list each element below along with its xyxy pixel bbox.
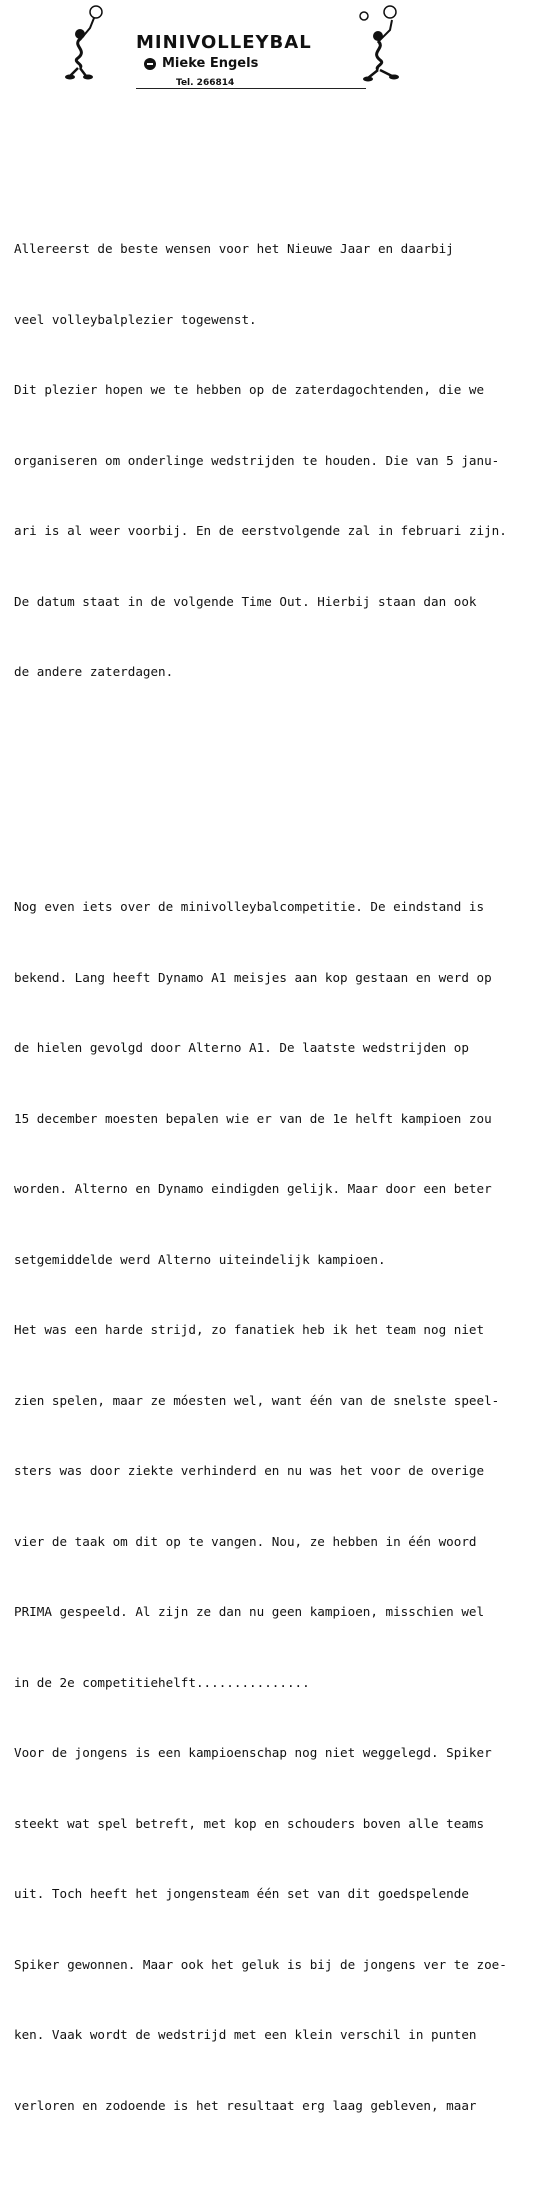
paragraph-gap: [14, 778, 544, 802]
text-line: setgemiddelde werd Alterno uiteindelijk kampioen.: [14, 1251, 386, 1267]
text-line: 15 december moesten bepalen wie er van de 1e helft kampioen zou: [14, 1110, 492, 1126]
text-line: Allereerst de beste wensen voor het Nieuwe Jaar en daarbij: [14, 241, 454, 256]
header-rule: [136, 88, 366, 89]
text-line: Het was een harde strijd, zo fanatiek heb ik het team nog niet: [14, 1322, 485, 1337]
letterhead: [0, 0, 552, 100]
letter-body: [14, 143, 544, 2188]
text-line: ken. Vaak wordt de wedstrijd met een klein verschil in punten: [14, 2027, 477, 2042]
contact-name: Mieke Engels: [162, 56, 259, 71]
text-line: zien spelen, maar ze móesten wel, want één van de snelste speel-: [14, 1392, 500, 1408]
paragraph-1: [14, 190, 544, 731]
text-line: PRIMA gespeeld. Al zijn ze dan nu geen kampioen, misschien wel: [14, 1604, 485, 1619]
text-line: ari is al weer voorbij. En de eerstvolgende zal in februari zijn.: [14, 523, 507, 538]
text-line: uit. Toch heeft het jongensteam één set van dit goedspelende: [14, 1886, 469, 1901]
bullet-icon: [144, 58, 156, 70]
text-line: organiseren om onderlinge wedstrijden te houden. Die van 5 janu-: [14, 452, 500, 468]
text-line: de hielen gevolgd door Alterno A1. De laatste wedstrijden op: [14, 1040, 469, 1055]
text-line: Dit plezier hopen we te hebben op de zaterdagochtenden, die we: [14, 382, 485, 397]
volleyball-player-left-icon: [62, 4, 108, 80]
newsletter-title: MINIVOLLEYBAL: [136, 32, 312, 53]
paragraph-2: [14, 848, 544, 2164]
text-line: Nog even iets over de minivolleybalcompetitie. De eindstand is: [14, 899, 485, 914]
text-line: de andere zaterdagen.: [14, 664, 174, 679]
text-line: veel volleybalplezier togewenst.: [14, 311, 257, 327]
text-line: Spiker gewonnen. Maar ook het geluk is bij de jongens ver te zoe-: [14, 1956, 507, 1972]
contact-row: [144, 56, 258, 71]
text-line: De datum staat in de volgende Time Out. Hierbij staan dan ook: [14, 593, 477, 609]
text-line: vier de taak om dit op te vangen. Nou, ze hebben in één woord: [14, 1533, 477, 1549]
text-line: sters was door ziekte verhinderd en nu was het voor de overige: [14, 1463, 485, 1478]
phone-number: Tel. 266814: [176, 78, 235, 88]
volleyball-player-right-icon: [356, 4, 406, 82]
text-line: steekt wat spel betreft, met kop en schouders boven alle teams: [14, 1815, 485, 1831]
text-line: verloren en zodoende is het resultaat erg laag gebleven, maar: [14, 2097, 477, 2113]
text-line: Voor de jongens is een kampioenschap nog niet weggelegd. Spiker: [14, 1745, 492, 1760]
text-line: in de 2e competitiehelft...............: [14, 1674, 310, 1690]
text-line: bekend. Lang heeft Dynamo A1 meisjes aan kop gestaan en werd op: [14, 969, 492, 985]
text-line: worden. Alterno en Dynamo eindigden gelijk. Maar door een beter: [14, 1181, 492, 1196]
